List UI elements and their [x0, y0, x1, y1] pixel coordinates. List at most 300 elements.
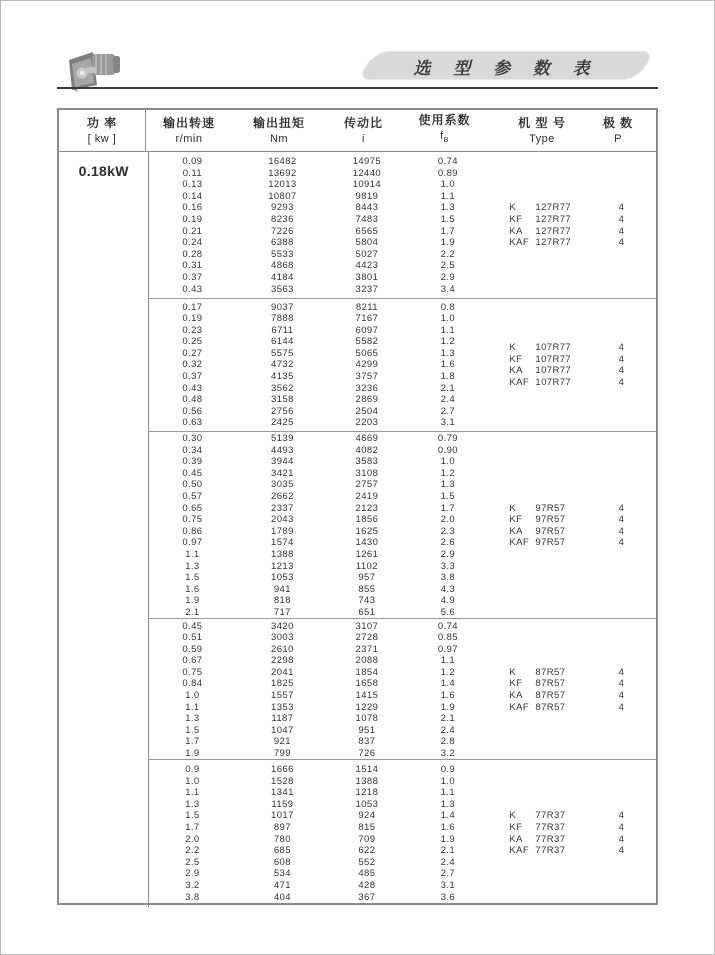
cell-nm: 2610 — [271, 643, 294, 655]
cell-fb: 2.2 — [440, 248, 456, 260]
cell-empty — [491, 468, 599, 480]
model-type — [491, 678, 599, 690]
model-type-group — [491, 810, 643, 856]
cell-empty — [599, 468, 643, 480]
poles-value: 4 — [618, 678, 625, 690]
cell-fb: 1.3 — [440, 347, 456, 359]
selection-parameter-table — [57, 108, 658, 905]
cell-rpm: 0.9 — [185, 764, 200, 775]
cell-i: 957 — [358, 572, 376, 584]
cell-empty — [599, 725, 643, 737]
cell-fb: 2.4 — [440, 724, 456, 736]
cell-fb: 3.4 — [440, 283, 456, 295]
cell-fb: 4.3 — [440, 583, 456, 595]
cell-rpm: 1.1 — [185, 787, 200, 799]
cell-i: 9819 — [355, 190, 379, 202]
cell-rpm: 0.43 — [182, 283, 203, 295]
cell-empty — [599, 284, 643, 296]
cell-nm: 4732 — [271, 359, 294, 371]
cell-nm: 897 — [273, 821, 291, 833]
model-type — [491, 354, 599, 366]
model-number: 127R77 — [535, 213, 572, 225]
cell-nm: 5575 — [271, 347, 294, 359]
cell-rpm: 0.11 — [182, 167, 203, 179]
cell-rpm: 0.34 — [182, 444, 203, 456]
cell-fb: 1.3 — [440, 798, 456, 810]
model-type — [491, 822, 599, 834]
cell-rpm: 0.31 — [182, 260, 203, 272]
cell-rpm: 2.5 — [185, 856, 200, 868]
cell-nm: 3003 — [271, 632, 294, 644]
cell-rpm: 0.17 — [182, 301, 203, 313]
poles-value: 4 — [618, 353, 625, 365]
cell-empty — [599, 249, 643, 261]
poles-value: 4 — [618, 821, 625, 833]
cell-rpm: 0.75 — [182, 514, 203, 526]
cell-i: 3236 — [355, 382, 379, 394]
cell-nm: 3421 — [271, 467, 294, 479]
cell-nm: 9293 — [271, 202, 294, 214]
poles-value: 4 — [618, 365, 625, 377]
cell-empty — [599, 549, 643, 561]
cell-fb: 1.2 — [440, 666, 456, 678]
cell-i: 8443 — [355, 202, 379, 214]
cell-i: 4082 — [355, 444, 379, 456]
cell-empty — [491, 868, 599, 880]
cell-fb: 2.5 — [440, 260, 456, 272]
cell-empty — [491, 857, 599, 869]
cell-i: 12440 — [352, 167, 382, 179]
column-header-ratio: 传动比 i — [343, 115, 383, 145]
model-type-group — [491, 342, 643, 388]
cell-i: 485 — [358, 868, 376, 880]
model-series: KAF — [509, 376, 530, 388]
model-type — [491, 237, 599, 249]
cell-fb: 0.85 — [437, 632, 458, 644]
column-header-service-factor: 使用系数 $f_B$ — [418, 112, 471, 145]
cell-i: 1102 — [355, 560, 378, 572]
cell-empty — [599, 191, 643, 203]
cell-rpm: 0.13 — [182, 179, 203, 191]
cell-empty — [599, 313, 643, 325]
model-series: KA — [509, 833, 523, 845]
cell-nm: 608 — [273, 856, 291, 868]
cell-empty — [599, 748, 643, 760]
cell-i: 2869 — [355, 394, 379, 406]
cell-nm: 404 — [273, 891, 291, 903]
cell-i: 3237 — [355, 283, 379, 295]
model-series: KA — [509, 525, 523, 537]
model-series: K — [509, 666, 517, 678]
model-series: KF — [509, 353, 523, 365]
model-row — [491, 365, 643, 377]
poles-value: 4 — [618, 833, 625, 845]
cell-nm: 1388 — [271, 548, 294, 560]
cell-nm: 3158 — [271, 394, 294, 406]
cell-nm: 1187 — [271, 713, 294, 725]
cell-empty — [491, 272, 599, 284]
cell-fb: 5.6 — [440, 606, 456, 618]
poles-value: 4 — [618, 690, 625, 702]
cell-i: 1229 — [355, 701, 379, 713]
cell-empty — [491, 787, 599, 799]
model-series: K — [509, 202, 517, 214]
power-column — [59, 152, 149, 907]
page-title: 选 型 参 数 表 — [413, 59, 599, 78]
cell-fb: 0.74 — [437, 156, 458, 167]
cell-nm: 1159 — [271, 798, 294, 810]
cell-rpm: 0.45 — [182, 620, 203, 632]
cell-rpm: 1.9 — [185, 595, 200, 607]
cell-nm: 6144 — [271, 336, 294, 348]
model-type — [491, 537, 599, 549]
cell-rpm: 0.59 — [182, 643, 203, 655]
cell-fb: 1.4 — [440, 678, 456, 690]
cell-i: 2504 — [355, 405, 379, 417]
table-header-row — [59, 110, 656, 152]
model-series: KA — [509, 225, 523, 237]
cell-fb: 2.9 — [440, 548, 456, 560]
cell-nm: 4493 — [271, 444, 294, 456]
cell-i: 2123 — [355, 502, 379, 514]
cell-fb: 1.7 — [440, 502, 456, 514]
cell-i: 726 — [358, 748, 376, 760]
model-number: 97R57 — [535, 502, 566, 514]
cell-rpm: 2.2 — [185, 845, 200, 857]
cell-empty — [599, 776, 643, 788]
cell-rpm: 0.19 — [182, 313, 203, 325]
cell-fb: 2.7 — [440, 868, 456, 880]
cell-fb: 2.6 — [440, 537, 456, 549]
cell-nm: 3420 — [271, 620, 294, 632]
cell-i: 3757 — [355, 371, 379, 383]
cell-i: 855 — [358, 583, 376, 595]
model-type-group — [491, 503, 643, 549]
cell-empty — [599, 584, 643, 596]
cell-fb: 1.3 — [440, 479, 456, 491]
cell-nm: 1341 — [271, 787, 294, 799]
model-row — [491, 354, 643, 366]
cell-fb: 3.8 — [440, 572, 456, 584]
cell-i: 622 — [358, 845, 376, 857]
model-number: 107R77 — [535, 342, 572, 354]
cell-empty — [599, 491, 643, 503]
cell-rpm: 0.51 — [182, 632, 203, 644]
cell-nm: 4868 — [271, 260, 294, 272]
cell-i: 815 — [358, 821, 376, 833]
model-number: 127R77 — [535, 225, 572, 237]
model-series: K — [509, 342, 517, 354]
cell-i: 2371 — [355, 643, 379, 655]
cell-empty — [491, 880, 599, 892]
model-number: 77R37 — [535, 833, 566, 845]
cell-empty — [599, 156, 643, 168]
cell-fb: 1.9 — [440, 701, 456, 713]
cell-empty — [491, 584, 599, 596]
cell-empty — [491, 764, 599, 776]
model-type — [491, 365, 599, 377]
model-row — [491, 514, 643, 526]
cell-i: 2088 — [355, 655, 379, 667]
cell-empty — [491, 445, 599, 457]
cell-fb: 0.9 — [440, 764, 456, 775]
cell-i: 2203 — [355, 417, 379, 429]
model-series: KF — [509, 821, 523, 833]
cell-fb: 0.8 — [440, 301, 456, 313]
cell-empty — [491, 491, 599, 503]
model-number: 77R37 — [535, 845, 566, 857]
cell-empty — [491, 713, 599, 725]
cell-empty — [599, 417, 643, 429]
cell-i: 1053 — [355, 798, 379, 810]
header-divider-rule — [57, 87, 658, 89]
cell-empty — [599, 713, 643, 725]
cell-rpm: 1.1 — [185, 548, 200, 560]
cell-nm: 9037 — [271, 301, 294, 313]
cell-rpm: 1.0 — [185, 775, 200, 787]
model-series: KF — [509, 678, 523, 690]
cell-empty — [491, 799, 599, 811]
cell-fb: 1.0 — [440, 313, 456, 325]
cell-empty — [599, 621, 643, 633]
model-number: 107R77 — [535, 353, 572, 365]
cell-empty — [599, 595, 643, 607]
cell-empty — [491, 725, 599, 737]
cell-empty — [599, 607, 643, 619]
cell-nm: 2298 — [271, 655, 294, 667]
cell-nm: 1557 — [271, 690, 294, 702]
cell-nm: 1528 — [271, 775, 294, 787]
cell-fb: 2.1 — [440, 713, 456, 725]
model-row — [491, 822, 643, 834]
cell-empty — [599, 880, 643, 892]
cell-empty — [599, 479, 643, 491]
cell-i: 5027 — [355, 248, 379, 260]
model-type — [491, 503, 599, 515]
cell-i: 2728 — [355, 632, 379, 644]
cell-i: 10914 — [352, 179, 382, 191]
cell-rpm: 0.84 — [182, 678, 203, 690]
poles-value: 4 — [618, 225, 625, 237]
cell-rpm: 2.1 — [185, 606, 200, 618]
model-series: KAF — [509, 845, 530, 857]
cell-empty — [491, 417, 599, 429]
cell-empty — [599, 406, 643, 418]
cell-empty — [491, 644, 599, 656]
cell-rpm: 1.5 — [185, 810, 200, 822]
cell-nm: 10807 — [268, 190, 297, 202]
cell-nm: 13692 — [268, 167, 297, 179]
cell-fb: 1.1 — [440, 787, 456, 799]
page-title-banner — [366, 51, 646, 80]
cell-rpm: 0.23 — [182, 324, 203, 336]
cell-i: 1854 — [355, 666, 379, 678]
cell-i: 2419 — [355, 490, 379, 502]
cell-nm: 941 — [273, 583, 291, 595]
cell-empty — [491, 632, 599, 644]
column-header-power: 功 率 [ kw ] — [59, 110, 146, 151]
column-header-poles: 极 数 P — [602, 115, 634, 145]
cell-nm: 7226 — [271, 225, 294, 237]
cell-empty — [491, 156, 599, 168]
cell-empty — [599, 736, 643, 748]
cell-empty — [599, 764, 643, 776]
cell-fb: 2.7 — [440, 405, 456, 417]
cell-empty — [491, 776, 599, 788]
poles-value: 4 — [618, 810, 625, 822]
gearmotor-illustration — [66, 45, 124, 93]
model-row — [491, 342, 643, 354]
cell-empty — [599, 445, 643, 457]
cell-nm: 818 — [273, 595, 291, 607]
cell-nm: 2337 — [271, 502, 294, 514]
cell-fb: 3.1 — [440, 879, 456, 891]
cell-rpm: 0.39 — [182, 456, 203, 468]
model-number: 107R77 — [535, 365, 572, 377]
cell-fb: 1.6 — [440, 359, 456, 371]
cell-rpm: 0.45 — [182, 467, 203, 479]
cell-empty — [491, 561, 599, 573]
cell-empty — [599, 572, 643, 584]
cell-fb: 1.2 — [440, 336, 456, 348]
poles-value: 4 — [618, 213, 625, 225]
cell-nm: 5533 — [271, 248, 294, 260]
cell-fb: 1.1 — [440, 190, 456, 202]
cell-empty — [599, 456, 643, 468]
model-number: 87R57 — [535, 690, 566, 702]
cell-empty — [491, 284, 599, 296]
data-block — [149, 760, 656, 907]
cell-empty — [491, 406, 599, 418]
cell-rpm: 1.3 — [185, 713, 200, 725]
cell-rpm: 0.16 — [182, 202, 203, 214]
model-series: KAF — [509, 237, 530, 249]
cell-empty — [491, 479, 599, 491]
model-row — [491, 667, 643, 679]
cell-nm: 2043 — [271, 514, 294, 526]
cell-rpm: 0.27 — [182, 347, 203, 359]
cell-i: 4423 — [355, 260, 379, 272]
model-number: 97R57 — [535, 514, 566, 526]
cell-fb: 1.5 — [440, 490, 456, 502]
cell-i: 1078 — [355, 713, 379, 725]
cell-nm: 1213 — [271, 560, 294, 572]
cell-rpm: 0.25 — [182, 336, 203, 348]
cell-rpm: 0.97 — [182, 537, 203, 549]
cell-i: 924 — [358, 810, 376, 822]
cell-empty — [491, 736, 599, 748]
model-row — [491, 690, 643, 702]
cell-nm: 6388 — [271, 237, 294, 249]
cell-fb: 2.4 — [440, 394, 456, 406]
cell-fb: 0.97 — [437, 643, 458, 655]
cell-i: 951 — [358, 724, 376, 736]
cell-rpm: 0.48 — [182, 394, 203, 406]
model-series: KA — [509, 690, 523, 702]
cell-empty — [491, 313, 599, 325]
cell-i: 651 — [358, 606, 376, 618]
model-row — [491, 526, 643, 538]
model-row — [491, 214, 643, 226]
cell-empty — [599, 272, 643, 284]
model-type — [491, 667, 599, 679]
model-number: 127R77 — [535, 237, 572, 249]
cell-nm: 6711 — [271, 324, 294, 336]
cell-fb: 3.1 — [440, 417, 456, 429]
cell-rpm: 0.37 — [182, 271, 203, 283]
cell-i: 3583 — [355, 456, 379, 468]
model-number: 87R57 — [535, 678, 566, 690]
cell-rpm: 0.14 — [182, 190, 203, 202]
power-rating: 0.18kW — [78, 163, 129, 179]
model-series: K — [509, 502, 517, 514]
cell-nm: 534 — [273, 868, 291, 880]
model-number: 77R37 — [535, 810, 566, 822]
cell-rpm: 1.3 — [185, 560, 200, 572]
gearmotor-photo — [66, 45, 124, 93]
poles-value: 4 — [618, 376, 625, 388]
model-type-group — [491, 202, 643, 248]
cell-nm: 8236 — [271, 213, 294, 225]
cell-empty — [599, 260, 643, 272]
cell-fb: 0.79 — [437, 433, 458, 444]
cell-rpm: 0.65 — [182, 502, 203, 514]
cell-fb: 1.8 — [440, 371, 456, 383]
cell-nm: 2662 — [271, 490, 294, 502]
cell-empty — [599, 168, 643, 180]
cell-nm: 1789 — [271, 525, 294, 537]
model-row — [491, 702, 643, 714]
cell-i: 6565 — [355, 225, 379, 237]
cell-nm: 2425 — [271, 417, 294, 429]
cell-empty — [599, 394, 643, 406]
cell-fb: 1.5 — [440, 213, 456, 225]
cell-rpm: 1.1 — [185, 701, 200, 713]
cell-i: 709 — [358, 833, 376, 845]
cell-nm: 4184 — [271, 271, 294, 283]
cell-fb: 1.6 — [440, 821, 456, 833]
cell-i: 3801 — [355, 271, 379, 283]
cell-empty — [599, 787, 643, 799]
column-header-output-torque: 输出扭矩 Nm — [252, 115, 305, 145]
cell-fb: 2.1 — [440, 845, 456, 857]
model-series: KF — [509, 514, 523, 526]
cell-nm: 3563 — [271, 283, 294, 295]
cell-nm: 921 — [273, 736, 291, 748]
cell-empty — [599, 655, 643, 667]
cell-nm: 7888 — [271, 313, 294, 325]
cell-nm: 717 — [273, 606, 291, 618]
cell-rpm: 0.28 — [182, 248, 203, 260]
cell-i: 552 — [358, 856, 376, 868]
cell-empty — [491, 456, 599, 468]
model-row — [491, 834, 643, 846]
cell-fb: 1.1 — [440, 324, 456, 336]
cell-rpm: 1.6 — [185, 583, 200, 595]
cell-i: 1658 — [355, 678, 379, 690]
cell-empty — [599, 644, 643, 656]
column-header-type: 机 型 号 Type — [518, 115, 566, 145]
cell-i: 7167 — [355, 313, 379, 325]
cell-rpm: 0.37 — [182, 371, 203, 383]
cell-rpm: 0.67 — [182, 655, 203, 667]
cell-fb: 1.1 — [440, 655, 456, 667]
cell-rpm: 0.21 — [182, 225, 203, 237]
cell-i: 1261 — [355, 548, 379, 560]
cell-empty — [491, 168, 599, 180]
cell-rpm: 0.63 — [182, 417, 203, 429]
model-series: KAF — [509, 701, 530, 713]
